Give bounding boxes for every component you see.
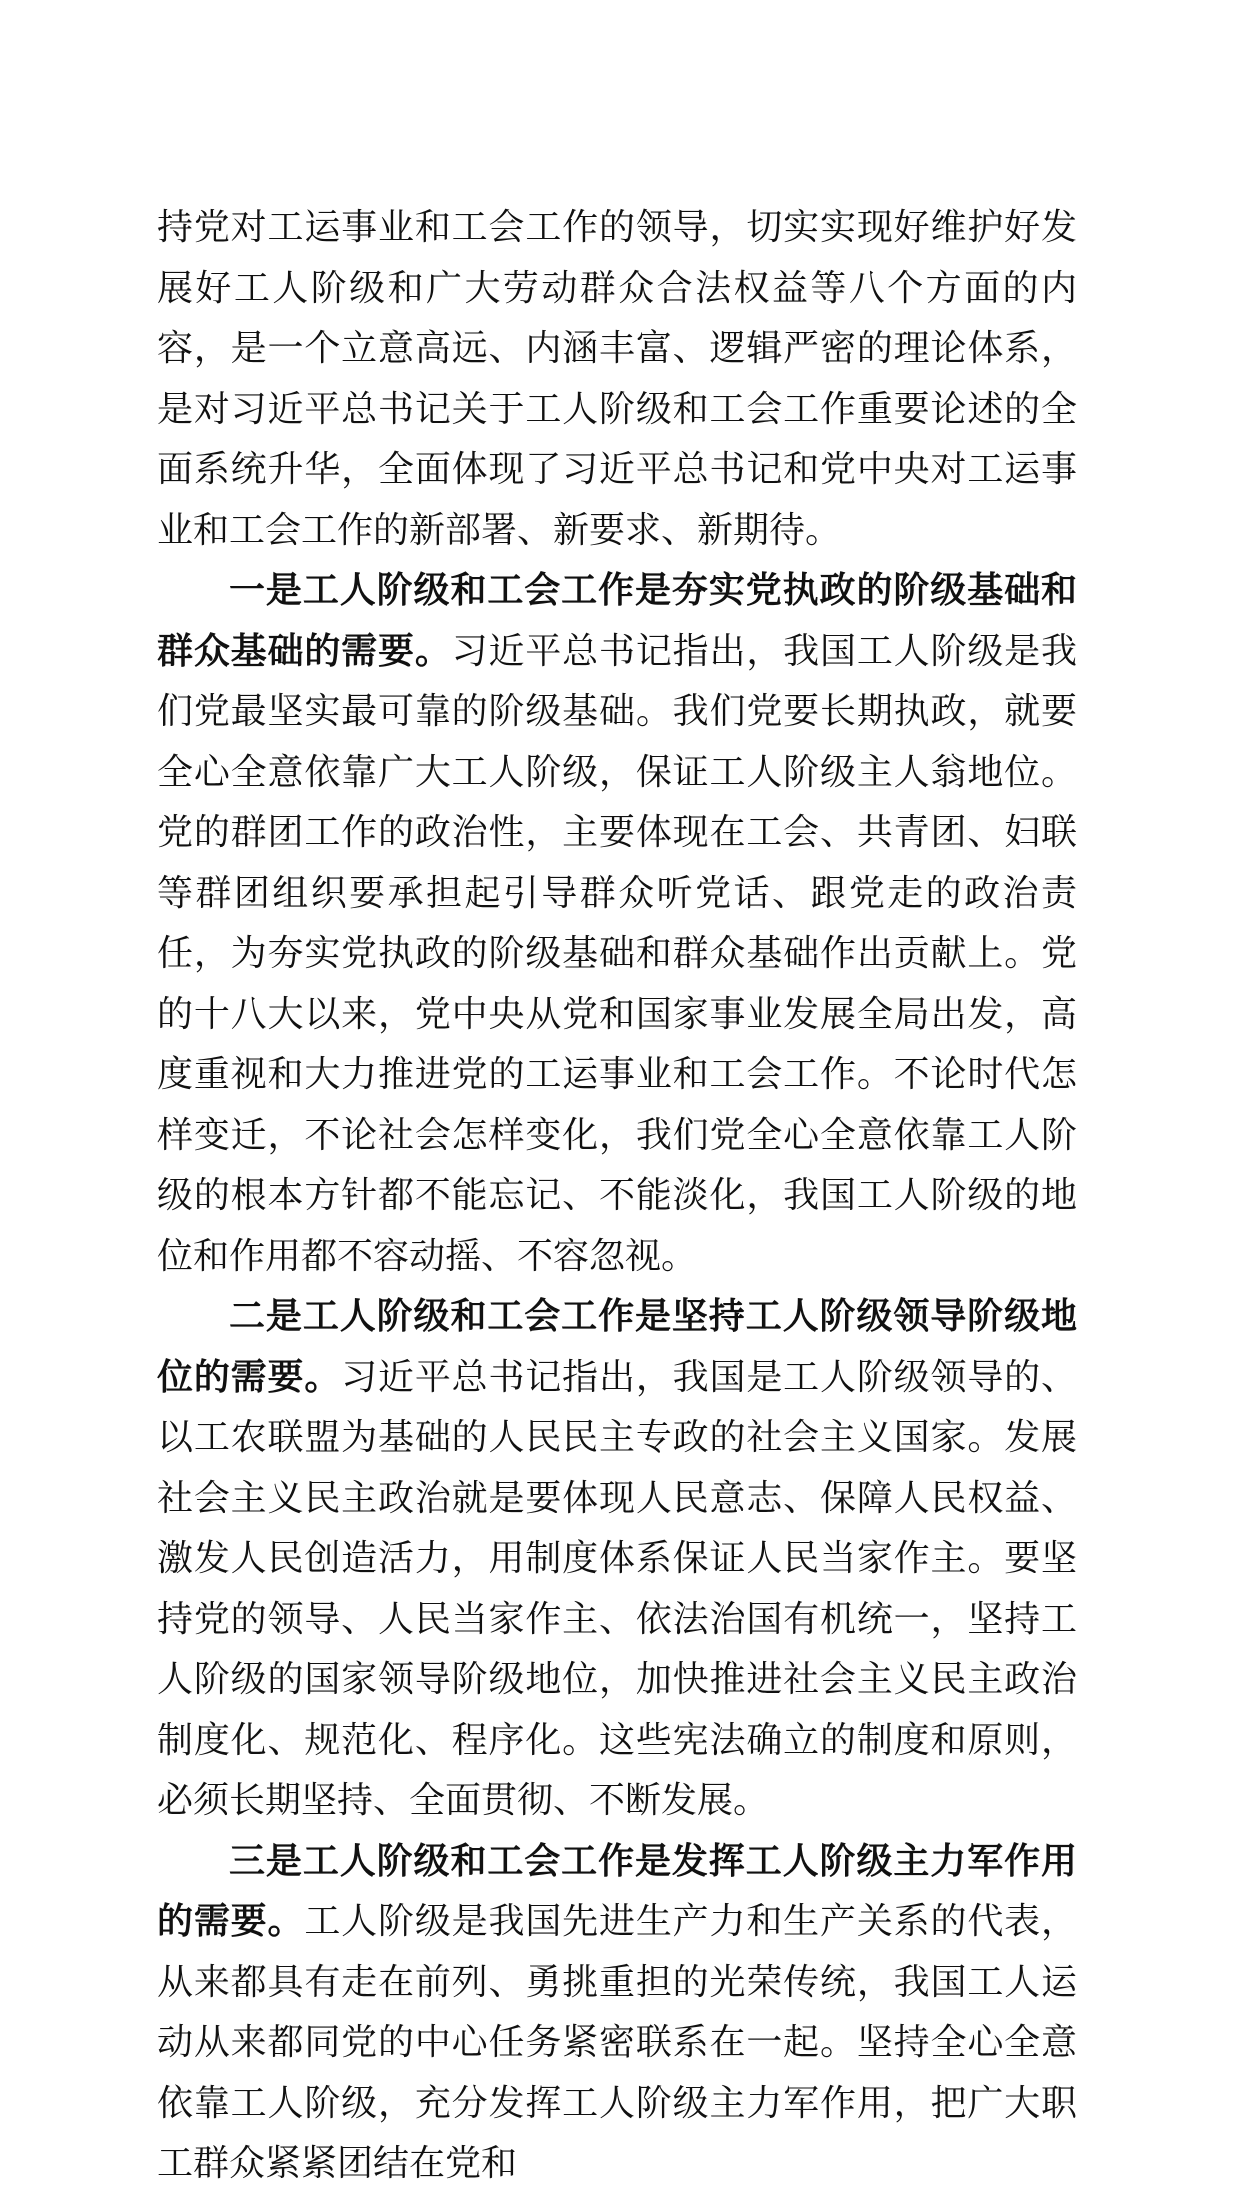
paragraph-point-three: [157, 1832, 1077, 2195]
paragraph-point-one: [157, 561, 1077, 1287]
paragraph-point-two: [157, 1287, 1077, 1832]
paragraph-text: 持党对工运事业和工会工作的领导，切实实现好维护好发展好工人阶级和广大劳动群众合法权益等八个方面的内容，是一个立意高远、内涵丰富、逻辑严密的理论体系，是对习近平总书记关于工人阶级和工会工作重要论述的全面系统升华，全面体现了习近平总书记和党中央对工运事业和工会工作的新部署、新要求、新期待。: [157, 207, 1077, 551]
paragraph-lead-heading: 二是工人阶级和工会工作是坚持工人阶级领导阶级地位的需要。: [157, 1296, 1077, 1398]
paragraph-text: 习近平总书记指出，我国工人阶级是我们党最坚实最可靠的阶级基础。我们党要长期执政，就要全心全意依靠广大工人阶级，保证工人阶级主人翁地位。党的群团工作的政治性，主要体现在工会、共青团、妇联等群团组织要承担起引导群众听党话、跟党走的政治责任，为夯实党执政的阶级基础和群众基础作出贡献上。党的十八大以来，党中央从党和国家事业发展全局出发，高度重视和大力推进党的工运事业和工会工作。不论时代怎样变迁，不论社会怎样变化，我们党全心全意依靠工人阶级的根本方针都不能忘记、不能淡化，我国工人阶级的地位和作用都不容动摇、不容忽视。: [157, 630, 1077, 1277]
paragraph-intro-continuation: [157, 198, 1077, 561]
paragraph-text: 习近平总书记指出，我国是工人阶级领导的、以工农联盟为基础的人民民主专政的社会主义国家。发展社会主义民主政治就是要体现人民意志、保障人民权益、激发人民创造活力，用制度体系保证人民当家作主。要坚持党的领导、人民当家作主、依法治国有机统一，坚持工人阶级的国家领导阶级地位，加快推进社会主义民主政治制度化、规范化、程序化。这些宪法确立的制度和原则，必须长期坚持、全面贯彻、不断发展。: [157, 1356, 1077, 1821]
paragraph-lead-heading: 一是工人阶级和工会工作是夯实党执政的阶级基础和群众基础的需要。: [157, 570, 1077, 672]
paragraph-lead-heading: 三是工人阶级和工会工作是发挥工人阶级主力军作用的需要。: [157, 1840, 1077, 1942]
paragraph-text: 工人阶级是我国先进生产力和生产关系的代表，从来都具有走在前列、勇挑重担的光荣传统，我国工人运动从来都同党的中心任务紧密联系在一起。坚持全心全意依靠工人阶级，充分发挥工人阶级主力军作用，把广大职工群众紧紧团结在党和: [157, 1901, 1077, 2184]
document-body: [157, 198, 1077, 2195]
